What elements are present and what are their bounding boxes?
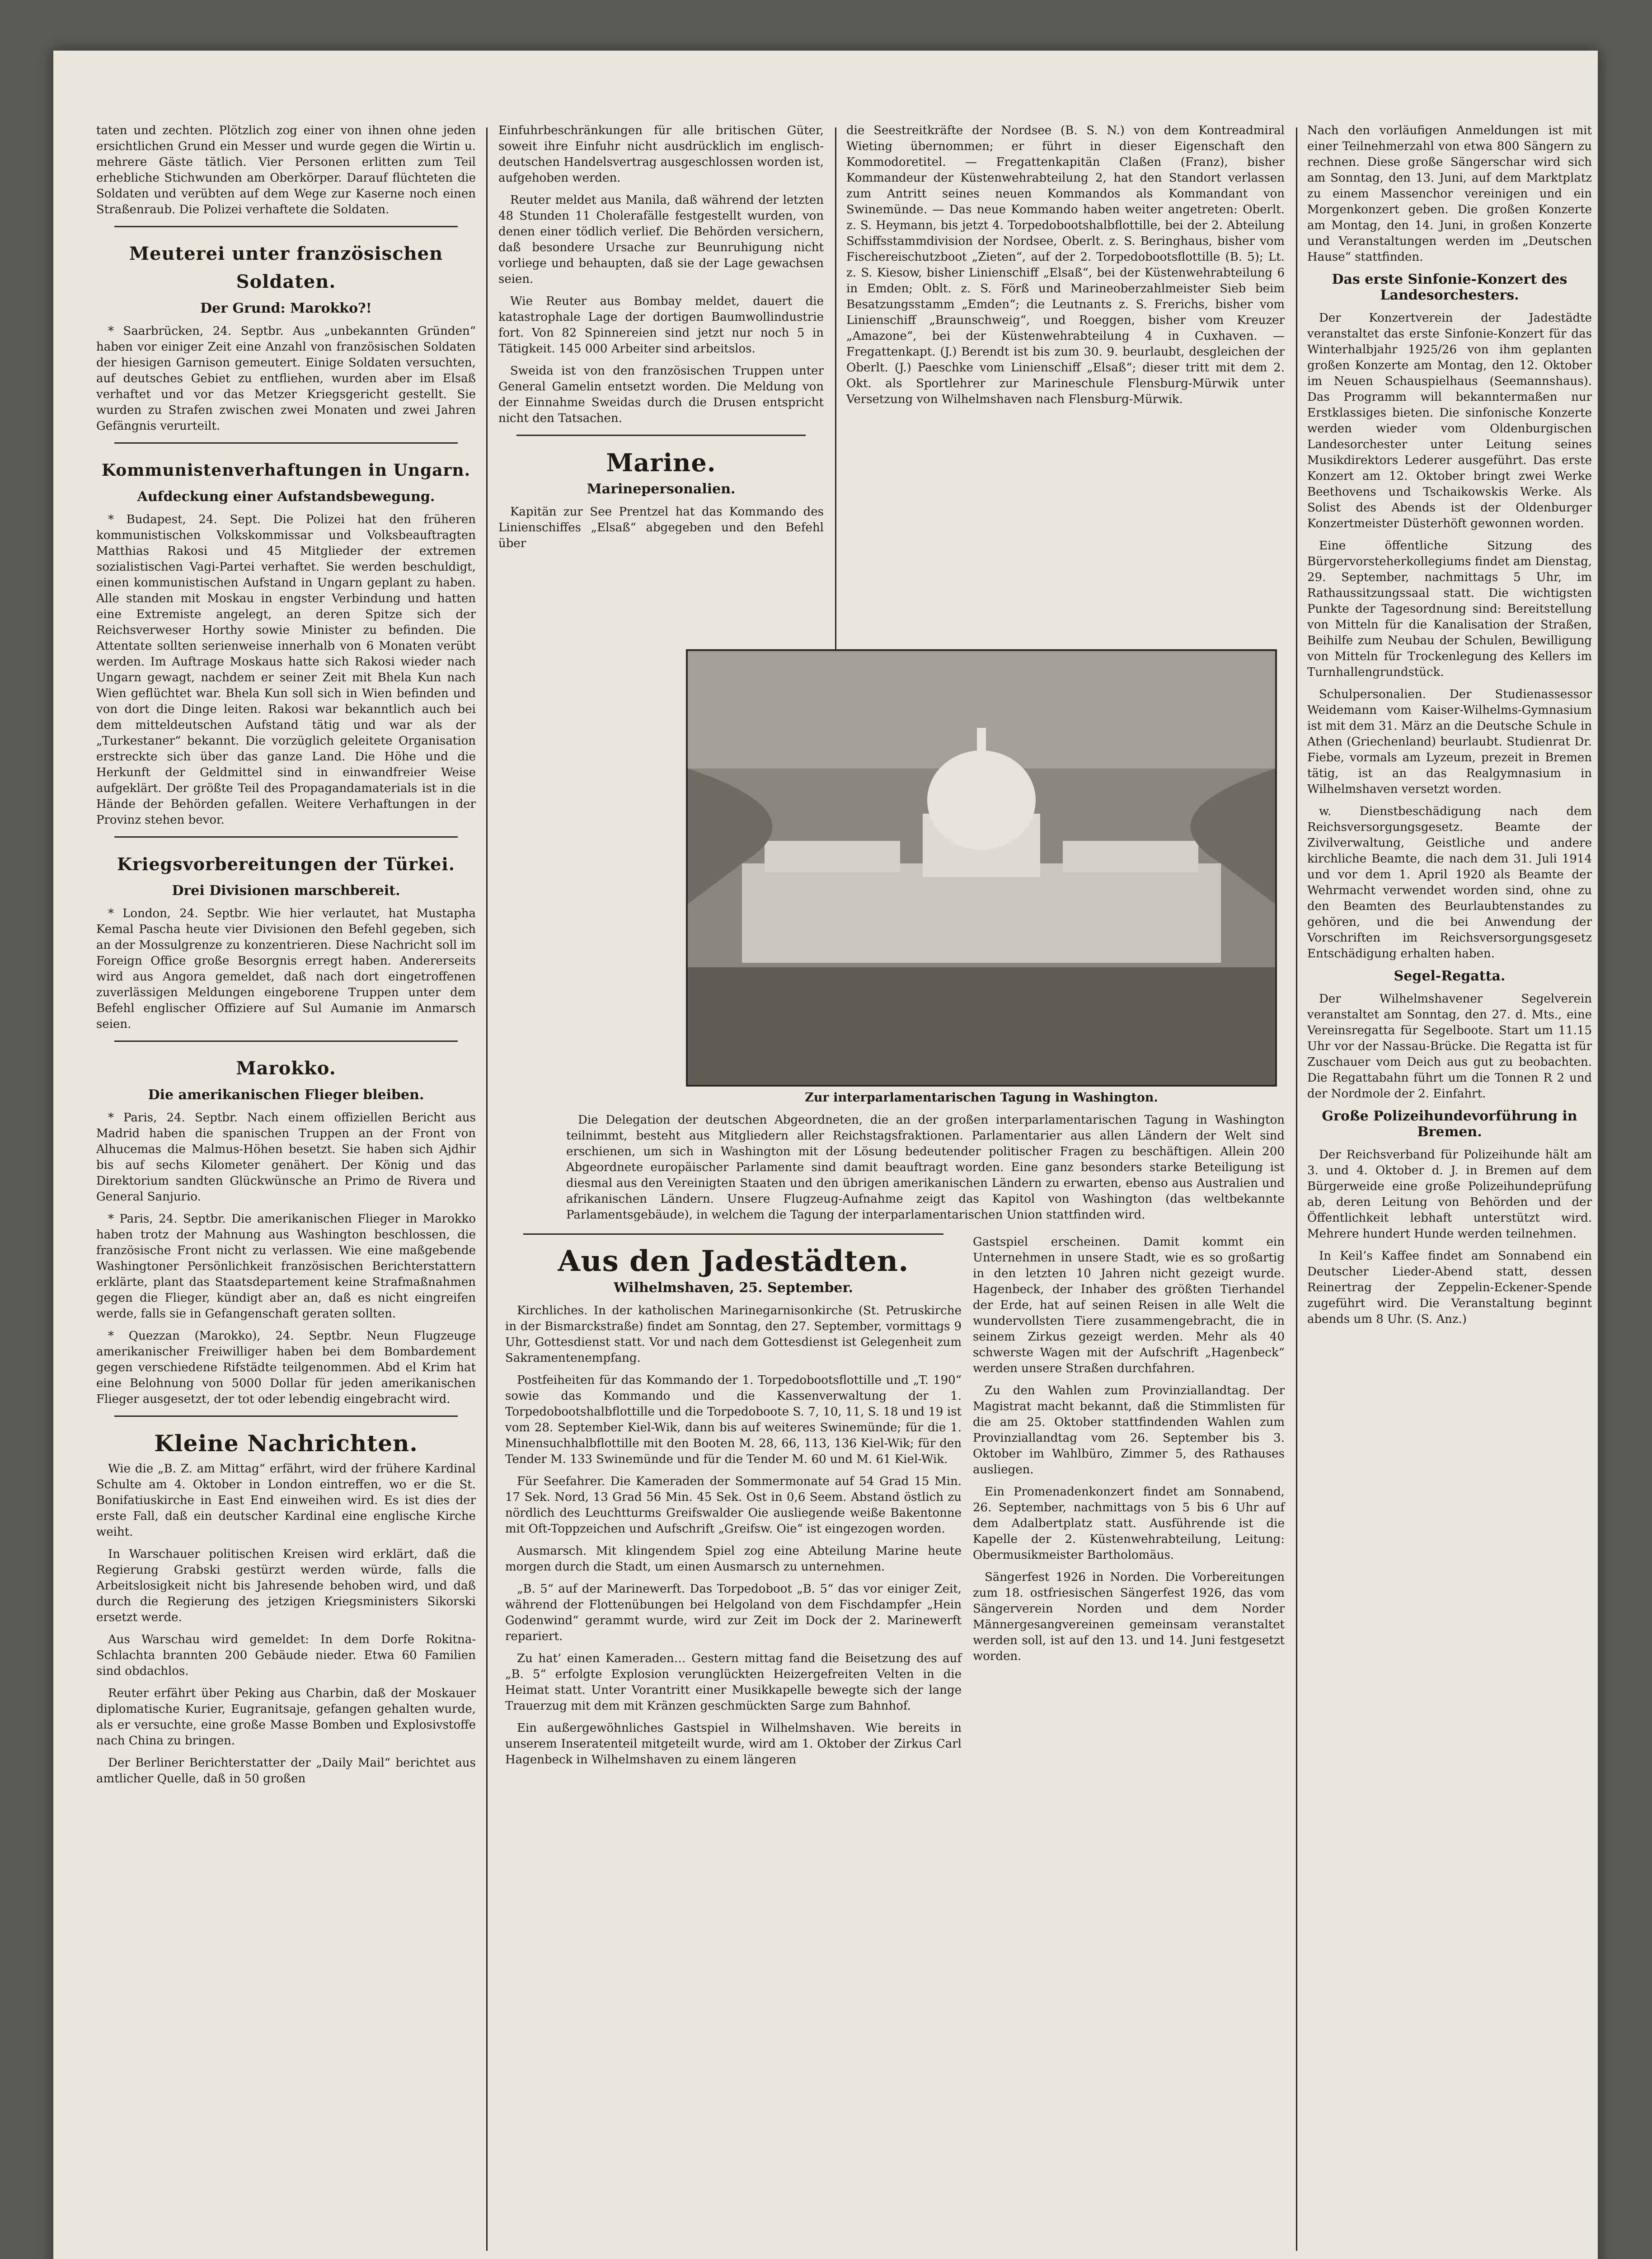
headline-jadestaedte: Aus den Jadestädten.: [558, 1244, 909, 1278]
photo-caption-block: [686, 1090, 1277, 1106]
subhead: Marinepersonalien.: [587, 481, 736, 497]
column-rule: [1296, 127, 1297, 2251]
article-text: Postfeiheiten für das Kommando der 1. Torpedobootsflottille und „T. 190“ sowie das Kommando und die Kassenverwaltung der 1. Torpedobootshalbflottille und die Torpedoboote S. 7, 10, 11, S. 18 und 19 ist vom 28. September Kiel-Wik, dann bis auf weiteres Swinemünde; für die 1. Minensuchhalbflottille mit den Booten M. 28, 66, 113, 136 Kiel-Wik; für den Tender M. 133 Swinemünde und für die Tender M. 60 und M. 61 Kiel-Wik.: [505, 1373, 962, 1466]
article-text: Der Berliner Berichterstatter der „Daily Mail“ berichtet aus amtlicher Quelle, daß in 50 großen: [96, 1756, 476, 1786]
jade-column-left: [505, 1225, 962, 1774]
article-text: Kapitän zur See Prentzel hat das Kommando des Linienschiffes „Elsaß“ abgegeben und den Befehl über: [498, 505, 824, 550]
article-text: Schulpersonalien. Der Studienassessor Weidemann vom Kaiser-Wilhelms-Gymnasium ist mit dem 31. März an die Deutsche Schule in Athen (Griechenland) beurlaubt. Studienrat Dr. Fiebe, vormals am Lyzeum, prezeit in Bremen tätig, ist an das Realgymnasium in Wilhelmshaven versetzt worden.: [1307, 688, 1592, 796]
photo-caption: Zur interparlamentarischen Tagung in Washington.: [805, 1091, 1158, 1105]
column-1: [96, 123, 476, 1793]
divider: [114, 226, 458, 227]
article-text: Einfuhrbeschränkungen für alle britischen Güter, soweit ihre Einfuhr nicht ausdrücklich im englisch-deutschen Handelsvertrag ausgeschlossen worden ist, aufgehoben werden.: [498, 124, 824, 185]
article-text: In Keil’s Kaffee findet am Sonnabend ein Deutscher Lieder-Abend statt, dessen Reinertrag der Zeppelin-Eckener-Spende zugeführt wird. Die Veranstaltung beginnt abends um 8 Uhr. (S. Anz.): [1307, 1249, 1592, 1326]
divider: [523, 1233, 943, 1235]
article-text: * Budapest, 24. Sept. Die Polizei hat den früheren kommunistischen Volkskommissar und Volksbeauftragten Matthias Rakosi und 45 Mitglieder der extremen sozialistischen Vagi-Partei verhaftet. Sie werden beschuldigt, einen kommunistischen Aufstand in Ungarn geplant zu haben. Alle standen mit Moskau in engster Verbindung und hatten eine Extremiste angelegt, an deren Spitze sich der Reichsverweser Horthy sowie Minister zu befinden. Die Attentate sollten serienweise innerhalb von 6 Monaten verübt werden. Im Auftrage Moskaus hatte sich Rakosi wieder nach Ungarn gewagt, nachdem er seiner Zeit mit Bhela Kun nach Wien geflüchtet war. Bhela Kun soll sich in Wien befinden und von dort die Dinge leiten. Rakosi war bekanntlich auch bei dem mitteldeutschen Aufstand tätig und war als der „Turkestaner“ bekannt. Die vorzüglich geleitete Organisation erstreckte sich über das ganze Land. Die Höhe und die Herkunft der Geldmittel sind in einwandfreier Weise aufgeklärt. Der größte Teil des Propagandamaterials ist in die Hände der Behörden gefallen. Weitere Verhaftungen in der Provinz stehen bevor.: [96, 513, 476, 827]
article-text: taten und zechten. Plötzlich zog einer von ihnen ohne jeden ersichtlichen Grund ein Messer und wurde gegen die Wirtin u. mehrere Gäste tätlich. Vier Personen erlitten zum Teil erhebliche Stichwunden am Oberkörper. Darauf flüchteten die Soldaten und verübten auf dem Wege zur Kaserne noch einen Straßenraub. Die Polizei verhaftete die Soldaten.: [96, 124, 476, 216]
article-text: Kirchliches. In der katholischen Marinegarnisonkirche (St. Petruskirche in der Bismarckstraße) findet am Sonntag, den 27. September, vormittags 9 Uhr, Gottesdienst statt. Vor und nach dem Gottesdienst ist Gelegenheit zum Sakramentenempfang.: [505, 1304, 962, 1365]
divider: [114, 1040, 458, 1042]
dateline: Wilhelmshaven, 25. September.: [614, 1280, 853, 1296]
article-text: Der Wilhelmshavener Segelverein veranstaltet am Sonntag, den 27. d. Mts., eine Vereinsregatta für Segelboote. Start um 11.15 Uhr vor der Nassau-Brücke. Die Regatta ist für Zuschauer vom Deich aus gut zu beobachten. Die Regattabahn führt um die Tonnen R 2 und der Nordmole der 2. Einfahrt.: [1307, 992, 1592, 1101]
article-text: die Seestreitkräfte der Nordsee (B. S. N.) von dem Kontreadmiral Wieting übernommen; er führt in dieser Eigenschaft den Kommodoretitel. — Fregattenkapitän Claßen (Franz), bisher Kommandeur der Küstenwehrabteilung 2, hat den Standort verlassen zum Antritt seines neuen Kommandos als Kommandant von Swinemünde. — Das neue Kommando haben weiter angetreten: Oberlt. z. S. Heymann, bis jetzt 4. Torpedobootshalbflottille, bei der 2. Abteilung Schiffsstammdivision der Nordsee, Oberlt. z. S. Beringhaus, bisher vom Fischereischutzboot „Zieten“, auf der 2. Torpedobootsflottille (B. 5); Lt. z. S. Kiesow, bisher Linienschiff „Elsaß“, bei der Küstenwehrabteilung 6 in Emden; Oblt. z. S. Förß und Marineoberzahlmeister Sieb beim Besatzungsstamm „Emden“; die Leutnants z. S. Frerichs, bisher vom Linienschiff „Braunschweig“, und Roeggen, bisher vom Kreuzer „Amazone“, bei der Küstenwehrabteilung 4 in Cuxhaven. — Fregattenkapt. (J.) Berendt ist bis zum 30. 9. beurlaubt, desgleichen der Oberlt. (J.) Paeschke vom Linienschiff „Elsaß“; dieser tritt mit dem 2. Okt. als Sportlehrer zur Marineschule Flensburg-Mürwik unter Versetzung von Wilhelmshaven nach Flensburg-Mürwik.: [846, 124, 1285, 406]
headline-marokko: Marokko.: [236, 1058, 336, 1079]
capitol-photo: [686, 649, 1277, 1087]
article-text: Ausmarsch. Mit klingendem Spiel zog eine Abteilung Marine heute morgen durch die Stadt, um einen Ausmarsch zu unternehmen.: [505, 1544, 962, 1574]
article-text: „B. 5“ auf der Marinewerft. Das Torpedoboot „B. 5“ das vor einiger Zeit, während der Flottenübungen bei Helgoland von dem Fischdampfer „Hein Godenwind“ gerammt wurde, wird zur Zeit im Dock der 2. Marinewerft repariert.: [505, 1582, 962, 1643]
divider: [114, 836, 458, 838]
article-text: Reuter meldet aus Manila, daß während der letzten 48 Stunden 11 Cholerafälle festgestellt wurden, von denen einer tödlich verlief. Die Behörden versichern, daß besondere Ursache zur Beunruhigung nicht vorliege und behaupten, daß sie der Lage gewachsen seien.: [498, 193, 824, 286]
article-text: * Paris, 24. Septbr. Die amerikanischen Flieger in Marokko haben trotz der Mahnung aus Washington beschlossen, die französische Front nicht zu verlassen. Wie eine maßgebende Washingtoner Persönlichkeit französischen Berichterstattern erklärte, plant das Staatsdepartement keine Strafmaßnahmen gegen die Flieger, kündigt aber an, daß es nicht eingreifen werde, falls sie in Gefangenschaft geraten sollten.: [96, 1212, 476, 1321]
divider: [114, 1415, 458, 1417]
article-text: Sweida ist von den französischen Truppen unter General Gamelin entsetzt worden. Die Meldung von der Einnahme Sweidas durch die Drusen entspricht nicht den Tatsachen.: [498, 364, 824, 425]
divider: [516, 435, 806, 436]
article-text: * London, 24. Septbr. Wie hier verlautet, hat Mustapha Kemal Pascha heute vier Divisionen den Befehl gegeben, sich an der Mossulgrenze zu konzentrieren. Diese Nachricht soll im Foreign Office große Besorgnis erregt haben. Andererseits wird aus Angora gemeldet, daß nach dort eingetroffenen zuverlässigen Meldungen eingeborene Truppen unter dem Befehl englischer Offiziere auf Sul Aumanie im Anmarsch seien.: [96, 907, 476, 1031]
article-text: * Quezzan (Marokko), 24. Septbr. Neun Flugzeuge amerikanischer Freiwilliger haben bei dem Bombardement gegen verschiedene Rifstädte teilgenommen. Abd el Krim hat eine Belohnung von 5000 Dollar für jeden amerikanischen Flieger ausgesetzt, der tot oder lebendig eingebracht wird.: [96, 1329, 476, 1406]
headline-marine: Marine.: [606, 448, 716, 477]
article-text: Der Reichsverband für Polizeihunde hält am 3. und 4. Oktober d. J. in Bremen auf dem Bürgerweide eine große Polizeihundeprüfung ab, deren Leitung von Behörden und der Öffentlichkeit lebhaft unterstützt wird. Mehrere hundert Hunde werden teilnehmen.: [1307, 1148, 1592, 1241]
subhead: Drei Divisionen marschbereit.: [172, 883, 400, 899]
article-text: w. Dienstbeschädigung nach dem Reichsversorgungsgesetz. Beamte der Zivilverwaltung, Geistliche und andere kirchliche Beamte, die nach dem 31. Juli 1914 und vor dem 1. April 1920 als Beamte der Wehrmacht verwendet worden sind, ohne zu den Beamten des Beurlaubtenstandes zu gehören, und die bei Anwendung der Vorschriften im Reichsversorgungsgesetz Entschädigung erhalten haben.: [1307, 805, 1592, 961]
capitol-illustration: [688, 651, 1275, 1085]
article-text: Ein Promenadenkonzert findet am Sonnabend, 26. September, nachmittags von 5 bis 6 Uhr auf dem Adalbertplatz statt. Ausführende ist die Kapelle der 2. Küstenwehrabteilung, Leitung: Obermusikmeister Bartholomäus.: [973, 1485, 1285, 1562]
article-text: Sängerfest 1926 in Norden. Die Vorbereitungen zum 18. ostfriesischen Sängerfest 1926, das vom Sängerverein Norden und dem Norder Männergesangvereinen gemeinsam veranstaltet werden soll, ist auf den 13. und 14. Juni festgesetzt worden.: [973, 1570, 1285, 1663]
headline-tuerkei: Kriegsvorbereitungen der Türkei.: [117, 854, 455, 874]
article-text: Für Seefahrer. Die Kameraden der Sommermonate auf 54 Grad 15 Min. 17 Sek. Nord, 13 Grad 56 Min. 45 Sek. Ost in 0,6 Seem. Abstand östlich zu nördlich des Leuchtturms Greifswalder Oie ausliegende weiße Bakentonne mit Oft-Toppzeichen und Aufschrift „Greifsw. Oie“ ist eingezogen worden.: [505, 1475, 962, 1536]
article-text: * Paris, 24. Septbr. Nach einem offiziellen Bericht aus Madrid haben die spanischen Truppen an der Front von Alhucemas die Malmus-Höhen besetzt. Sie haben sich Ajdhir bis auf sechs Kilometer genähert. Der König und das Direktorium sandten Glückwünsche an Primo de Rivera und General Sanjurio.: [96, 1111, 476, 1204]
column-3: [846, 123, 1285, 414]
column-4: [1307, 123, 1592, 1334]
newspaper-page: [53, 51, 1598, 2259]
headline-meuterei: Meuterei unter französischen Soldaten.: [129, 243, 443, 292]
headline-kleine-nachrichten: Kleine Nachrichten.: [154, 1430, 418, 1457]
article-text: Zu den Wahlen zum Provinziallandtag. Der Magistrat macht bekannt, daß die Stimmlisten für die am 25. Oktober stattfindenden Wahlen zum Provinziallandtag vom 26. September bis 3. Oktober im Wahlbüro, Zimmer 5, des Rathauses ausliegen.: [973, 1384, 1285, 1476]
subhead: Große Polizeihundevorführung in Bremen.: [1322, 1108, 1577, 1140]
column-rule: [835, 127, 836, 674]
article-text: Nach den vorläufigen Anmeldungen ist mit einer Teilnehmerzahl von etwa 800 Sängern zu rechnen. Diese große Sängerschar wird sich am Sonntag, den 13. Juni, auf dem Marktplatz zu einem Massenchor vereinigen und ein Morgenkonzert geben. Die großen Konzerte am Montag, den 14. Juni, in großen Konzerte und Veranstaltungen werden im „Deutschen Hause“ stattfinden.: [1307, 124, 1592, 264]
article-text: Wie Reuter aus Bombay meldet, dauert die katastrophale Lage der dortigen Baumwollindustrie fort. Von 82 Spinnereien sind jetzt nur noch 5 in Tätigkeit. 145 000 Arbeiter sind arbeitslos.: [498, 295, 824, 356]
article-text: Eine öffentliche Sitzung des Bürgervorsteherkollegiums findet am Dienstag, 29. September, nachmittags 5 Uhr, im Rathaussitzungssaal statt. Die wichtigsten Punkte der Tagesordnung sind: Bereitstellung von Mitteln für die Kanalisation der Straßen, Beihilfe zum Neubau der Schulen, Bewilligung von Mitteln für Trockenlegung des Kellers im Turnhallengrundstück.: [1307, 539, 1592, 679]
article-text: Der Konzertverein der Jadestädte veranstaltet das erste Sinfonie-Konzert für das Winterhalbjahr 1925/26 von ihm geplanten großen Konzerte am Montag, den 12. Oktober im Neuen Schauspielhaus (Seemannshaus). Das Programm will bekanntermaßen nur Erstklassiges bieten. Die sinfonische Konzerte werden wieder vom Oldenburgischen Landesorchester unter Leitung seines Musikdirektors Lederer ausgeführt. Das erste Konzert am 12. Oktober bringt zwei Werke Beethovens und Tschaikowskis Werke. Als Solist des Abends ist der Oldenburger Konzertmeister Düsterhöft gewonnen worden.: [1307, 311, 1592, 530]
subhead: Aufdeckung einer Aufstandsbewegung.: [137, 489, 435, 505]
article-text: Die Delegation der deutschen Abgeordneten, die an der großen interparlamentarischen Tagung in Washington teilnimmt, besteht aus Mitgliedern aller Reichstagsfraktionen. Parlamentarier aus allen Ländern der Welt sind erschienen, um sich in Washington mit der Lösung bedeutender politischer Fragen zu beschäftigen. Allein 200 Abgeordnete europäischer Parlamente sind damit beauftragt worden. Eine ganz besonders starke Beteiligung ist diesmal aus den Vereinigten Staaten und den übrigen amerikanischen Ländern zu erwarten, ebenso aus Australien und afrikanischen Ländern. Unsere Flugzeug-Aufnahme zeigt das Kapitol von Washington (das weltbekannte Parlamentsgebäude), in welchem die Tagung der interparlamentarischen Union stattfinden wird.: [566, 1113, 1285, 1222]
subhead: Das erste Sinfonie-Konzert des Landesorchesters.: [1332, 272, 1568, 303]
subhead: Segel-Regatta.: [1394, 968, 1506, 984]
column-2: [498, 123, 824, 558]
article-text: Ein außergewöhnliches Gastspiel in Wilhelmshaven. Wie bereits in unserem Inseratenteil mitgeteilt wurde, wird am 1. Oktober der Zirkus Carl Hagenbeck in Wilhelmshaven zu einem längeren: [505, 1721, 962, 1767]
jade-column-right: [973, 1234, 1285, 1671]
article-text: Reuter erfährt über Peking aus Charbin, daß der Moskauer diplomatische Kurier, Eugranitsaje, gefangen gehalten wurde, als er versuchte, eine große Masse Bomben und Explosivstoffe nach China zu bringen.: [96, 1687, 476, 1748]
photo-description: [566, 1112, 1285, 1229]
divider: [114, 442, 458, 444]
subhead: Die amerikanischen Flieger bleiben.: [148, 1087, 424, 1103]
subhead: Der Grund: Marokko?!: [200, 300, 372, 316]
column-rule: [486, 127, 488, 2251]
article-text: In Warschauer politischen Kreisen wird erklärt, daß die Regierung Grabski gestürzt werden würde, falls die Arbeitslosigkeit nicht bis Jahresende behoben wird, und daß durch die Regierung des jetzigen Kriegsministers Sikorski ersetzt werde.: [96, 1547, 476, 1624]
headline-ungarn: Kommunistenverhaftungen in Ungarn.: [101, 461, 471, 480]
article-text: Gastspiel erscheinen. Damit kommt ein Unternehmen in unsere Stadt, wie es so großartig in den letzten 10 Jahren nicht gezeigt wurde. Hagenbeck, der Inhaber des größten Tierhandel der Erde, hat auf seinen Reisen in alle Welt die wundervollsten Tiere zusammengebracht, die in seinem Zirkus gezeigt werden. Mehr als 40 schwerste Wagen mit der Aufschrift „Hagenbeck“ werden unsere Straßen durchfahren.: [973, 1235, 1285, 1375]
article-text: Aus Warschau wird gemeldet: In dem Dorfe Rokitna-Schlachta brannten 200 Gebäude nieder. Etwa 60 Familien sind obdachlos.: [96, 1633, 476, 1678]
article-text: Wie die „B. Z. am Mittag“ erfährt, wird der frühere Kardinal Schulte am 4. Oktober in London eintreffen, wo er die St. Bonifatiuskirche in East End einweihen wird. Es ist dies der erste Fall, daß ein deutscher Kardinal eine englische Kirche weiht.: [96, 1462, 476, 1539]
article-text: * Saarbrücken, 24. Septbr. Aus „unbekannten Gründen“ haben vor einiger Zeit eine Anzahl von französischen Soldaten der hiesigen Garnison gemeutert. Einige Soldaten versuchten, auf deutsches Gebiet zu entfliehen, wurden aber im Elsaß verhaftet und vor das Metzer Kriegsgericht gestellt. Sie wurden zu Strafen zwischen zwei Monaten und zwei Jahren Gefängnis verurteilt.: [96, 324, 476, 433]
article-text: Zu hat’ einen Kameraden… Gestern mittag fand die Beisetzung des auf „B. 5“ erfolgte Explosion verunglückten Heizergefreiten Velten in die Heimat statt. Unter Vorantritt einer Musikkapelle bewegte sich der lange Trauerzug mit dem mit Kränzen geschmückten Sarge zum Bahnhof.: [505, 1652, 962, 1713]
